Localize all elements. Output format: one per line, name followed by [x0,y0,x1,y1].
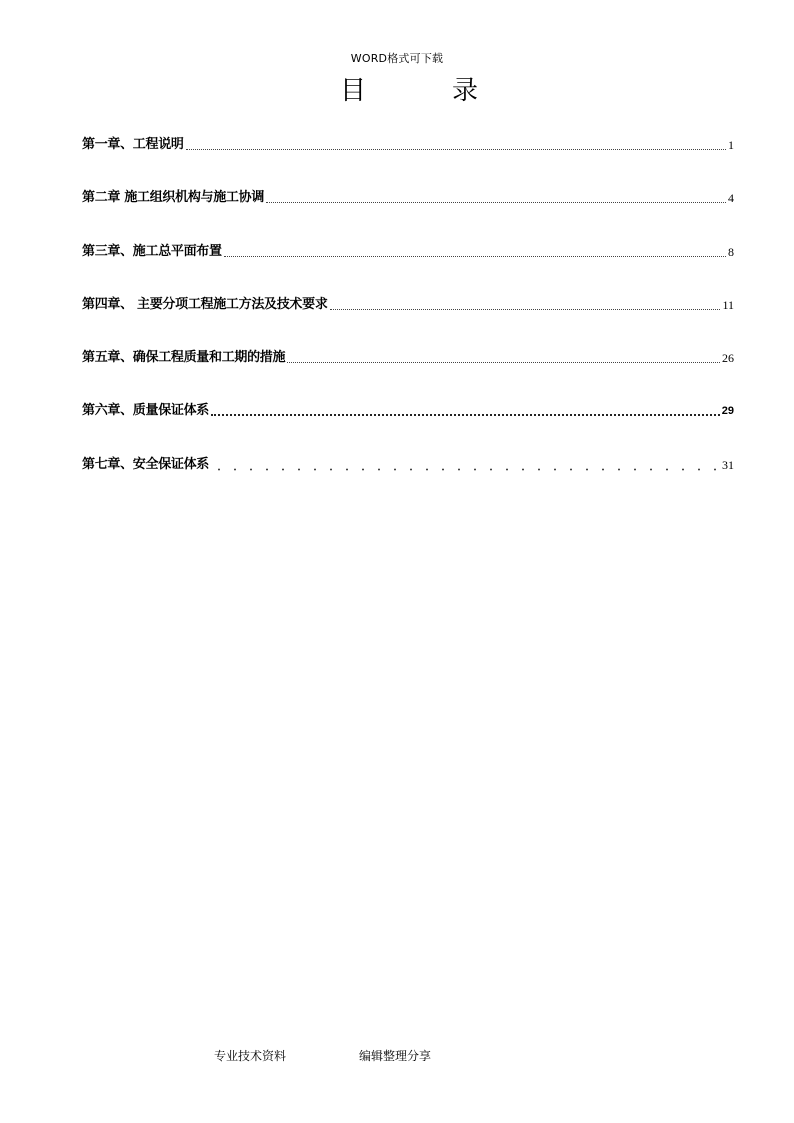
toc-entry-page: 31 [722,457,734,472]
toc-entry-label: 第二章 施工组织机构与施工协调 [82,190,265,206]
toc-entry-label: 第五章、确保工程质量和工期的措施 [82,350,286,366]
toc-entry-page: 1 [728,138,734,152]
title-char-1: 目 [339,76,366,106]
page-title [0,70,794,107]
toc-entry-label: 第三章、施工总平面布置 [82,243,222,259]
toc-dot-leader [330,292,721,310]
toc-entry-label: 第六章、质量保证体系 [82,403,210,419]
toc-entry-label: 第一章、工程说明 [82,137,184,152]
toc-entry-page: 4 [728,191,734,206]
toc-entry-page: 26 [722,351,734,366]
toc-entry-label: 第四章、 主要分项工程施工方法及技术要求 [82,296,328,312]
toc-entry-chapter-5[interactable] [82,345,734,398]
toc-entry-chapter-7[interactable] [82,452,734,505]
title-char-2: 录 [452,76,479,106]
toc-entry-page: 29 [721,405,734,418]
table-of-contents [82,132,734,505]
toc-entry-chapter-4[interactable] [82,292,734,345]
toc-dot-leader [224,239,726,257]
toc-entry-chapter-1[interactable] [82,132,734,185]
toc-dot-leader [211,452,720,471]
footer-right-text: 编辑整理分享 [359,1049,432,1063]
toc-entry-chapter-3[interactable] [82,239,734,292]
toc-entry-chapter-6[interactable] [82,398,734,451]
toc-dot-leader [266,185,726,203]
toc-entry-chapter-2[interactable] [82,185,734,238]
toc-dot-leader [211,398,720,416]
toc-dot-leader [186,132,726,150]
header-note: WORD格式可下载 [350,52,444,65]
toc-entry-page: 11 [722,297,734,312]
footer-left-text: 专业技术资料 [214,1049,287,1063]
toc-entry-page: 8 [728,244,734,259]
toc-entry-label: 第七章、安全保证体系 [82,456,210,472]
toc-dot-leader [287,345,720,363]
